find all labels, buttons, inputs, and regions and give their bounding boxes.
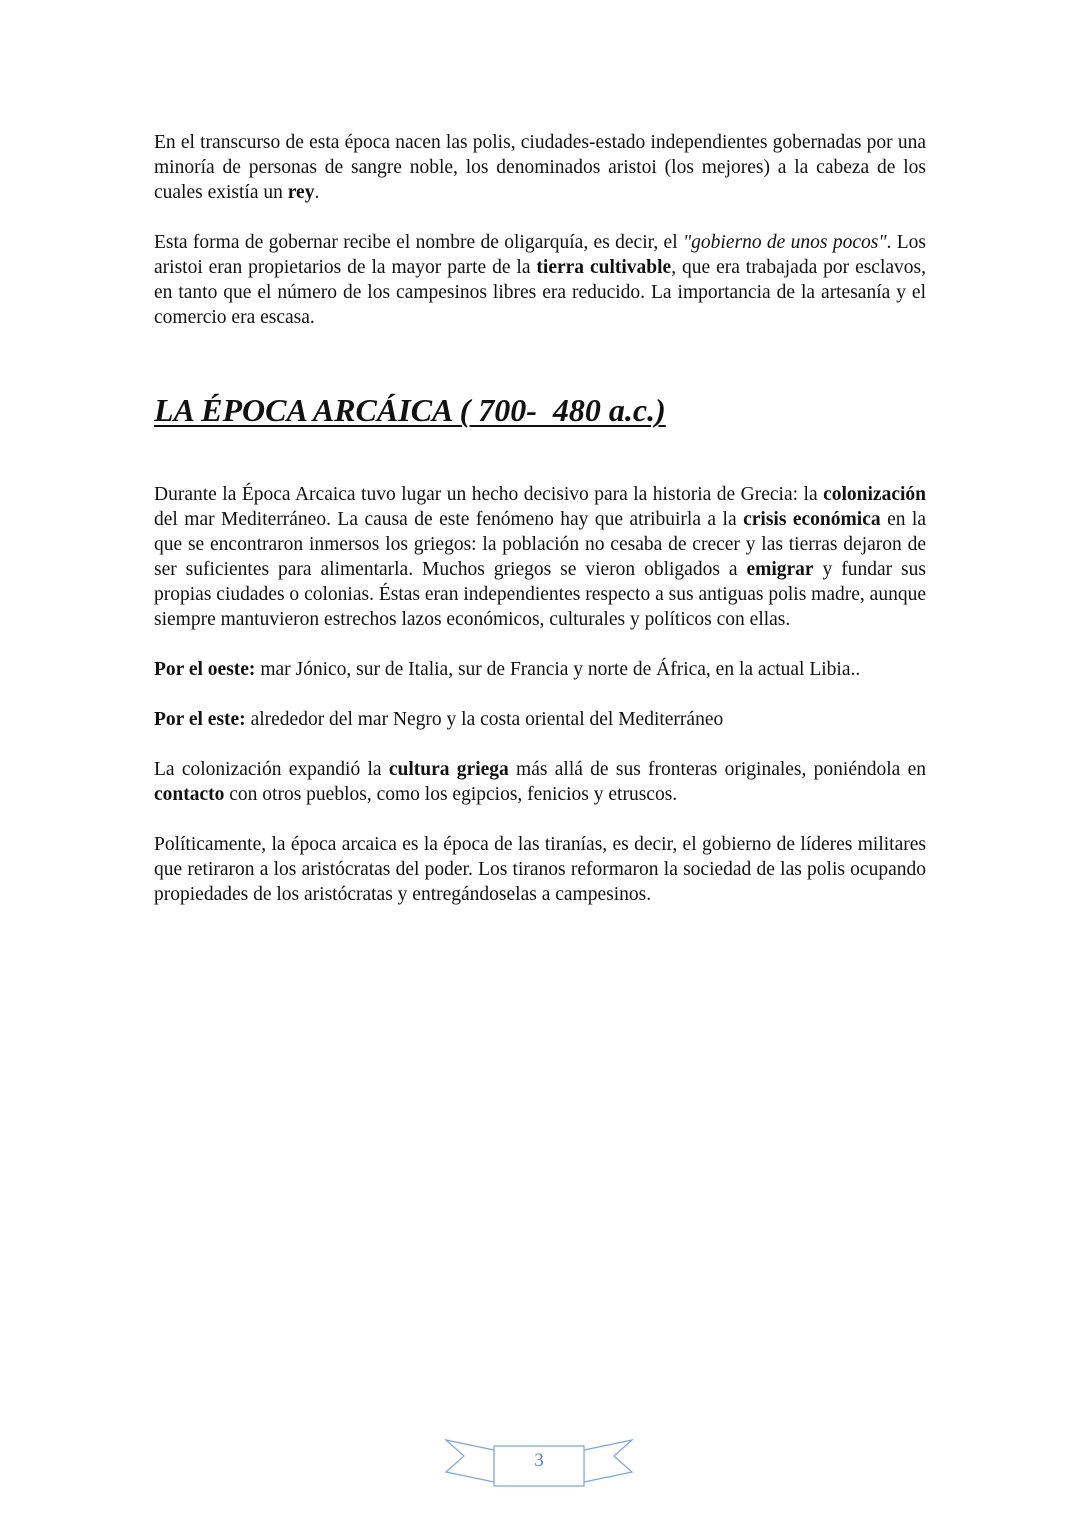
paragraph-este xyxy=(154,707,926,732)
paragraph-colonizacion xyxy=(154,482,926,632)
paragraph-polis xyxy=(154,130,926,205)
paragraph-oligarquia xyxy=(154,230,926,330)
text-run: más allá de sus fronteras originales, poniéndola en xyxy=(508,759,927,780)
paragraph-tiranias xyxy=(154,832,926,907)
section-heading: LA ÉPOCA ARCÁICA ( 700- 480 a.c.) xyxy=(154,392,666,428)
paragraph-cultura xyxy=(154,757,926,807)
text-run: , que era trabajada por esclavos, en tanto que el número de los campesinos libres era reducido. La importancia de la artesanía y el comercio era escasa. xyxy=(154,257,927,328)
text-run: en la que se encontraron inmersos los griegos: la población no cesaba de crecer y las tierras dejaron de ser suficientes para alimentarla. Muchos griegos se vieron obligados a xyxy=(154,509,927,580)
text-run: Políticamente, la época arcaica es la época de las tiranías, es decir, el gobierno de líderes militares que retiraron a los aristócratas del poder. Los tiranos reformaron la sociedad de las polis ocupando propiedades de los aristócratas y entregándoselas a campesinos. xyxy=(154,834,926,905)
bold-term: Por el oeste: xyxy=(154,659,256,680)
bold-term: rey xyxy=(287,182,315,203)
text-run: . Los aristoi eran propietarios de la mayor parte de la xyxy=(154,232,927,278)
page-footer xyxy=(444,1436,634,1492)
bold-term: crisis económica xyxy=(743,509,881,530)
bold-term: tierra cultivable xyxy=(536,257,672,278)
text-run: alrededor del mar Negro y la costa oriental del Mediterráneo xyxy=(245,709,724,730)
bold-term: emigrar xyxy=(746,559,814,580)
text-run: . xyxy=(314,182,320,203)
bold-term: contacto xyxy=(154,784,225,805)
text-run: con otros pueblos, como los egipcios, fenicios y etruscos. xyxy=(224,784,678,805)
document-page xyxy=(154,130,926,907)
bold-term: Por el este: xyxy=(154,709,246,730)
paragraph-oeste xyxy=(154,657,926,682)
text-run: y fundar sus propias ciudades o colonias. Éstas eran independientes respecto a sus antiguas polis madre, aunque siempre mantuvieron estrechos lazos económicos, culturales y políticos con ellas. xyxy=(154,559,926,630)
page-number: 3 xyxy=(534,1450,544,1471)
italic-quote: "gobierno de unos pocos" xyxy=(682,232,887,253)
text-run: del mar Mediterráneo. La causa de este fenómeno hay que atribuirla a la xyxy=(154,509,744,530)
bold-term: cultura griega xyxy=(388,759,509,780)
text-run: La colonización expandió la xyxy=(154,759,389,780)
text-run: En el transcurso de esta época nacen las polis, ciudades-estado independientes gobernadas por una minoría de personas de sangre noble, los denominados aristoi (los mejores) a la cabeza de los cuales existía un xyxy=(154,132,926,203)
text-run: Durante la Época Arcaica tuvo lugar un hecho decisivo para la historia de Grecia: la xyxy=(154,484,824,505)
bold-term: colonización xyxy=(823,484,926,505)
text-run: Esta forma de gobernar recibe el nombre de oligarquía, es decir, el xyxy=(154,232,683,253)
text-run: mar Jónico, sur de Italia, sur de Francia y norte de África, en la actual Libia.. xyxy=(255,659,861,680)
